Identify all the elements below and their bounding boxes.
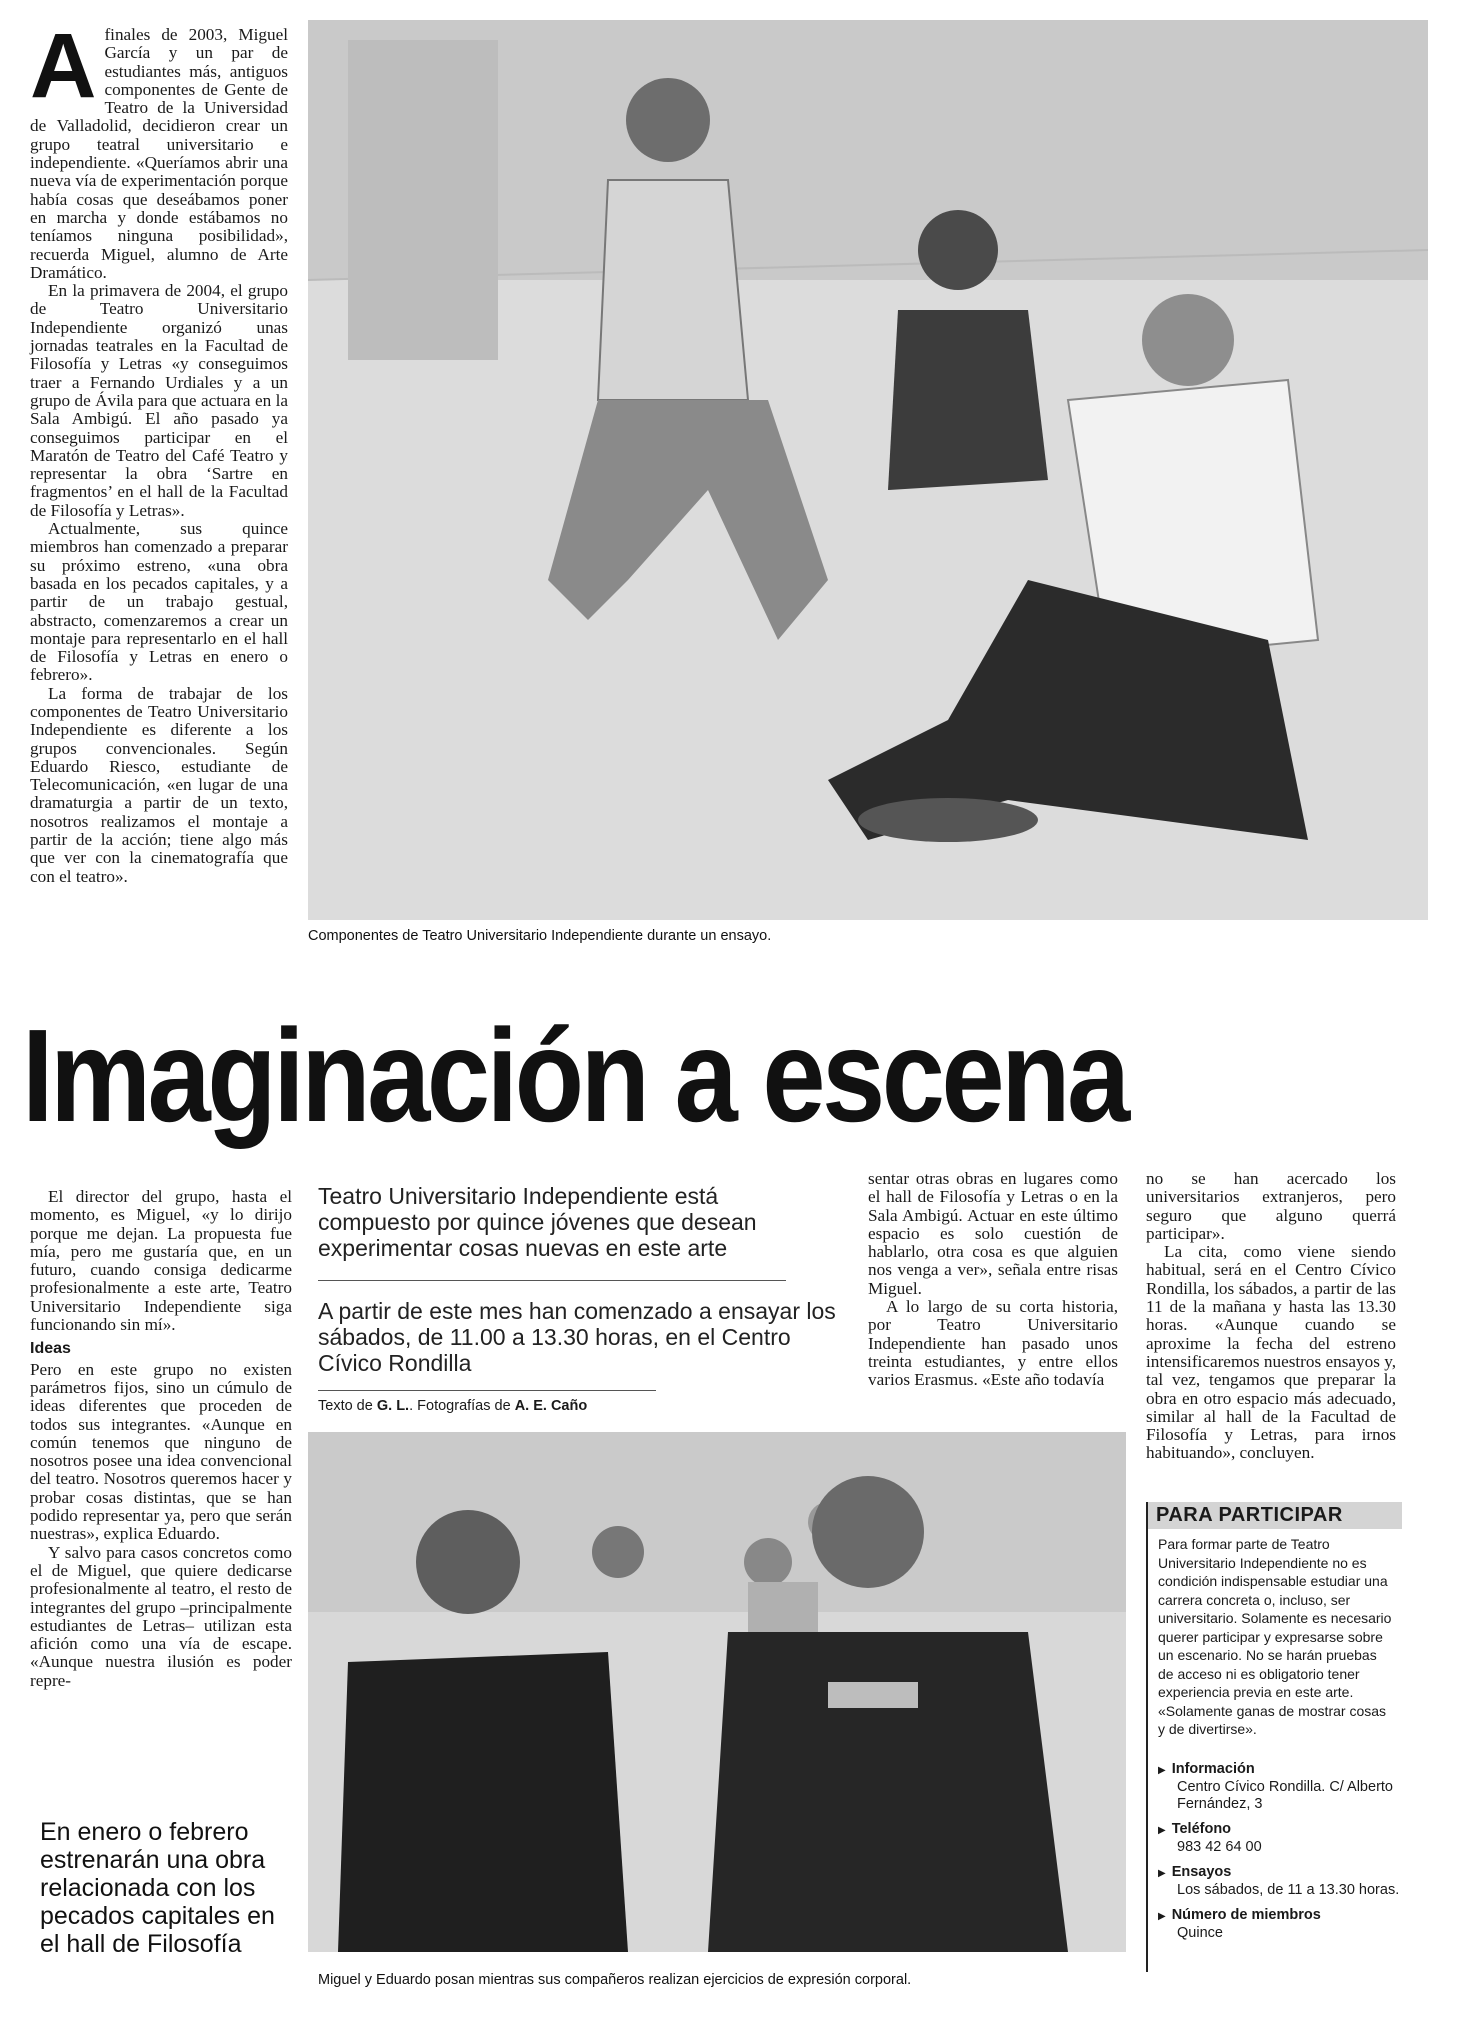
credits-photo-label: Fotografías de: [417, 1398, 511, 1414]
deck-2: A partir de este mes han comenzado a ensayar los sábados, de 11.00 a 13.30 horas, en el Centro Cívico Rondilla: [318, 1298, 836, 1376]
deck-1: Teatro Universitario Independiente está compuesto por quince jóvenes que desean experimentar cosas nuevas en este arte: [318, 1183, 757, 1261]
info-value-information: Centro Cívico Rondilla. C/ Alberto Fernández, 3: [1177, 1778, 1393, 1812]
top-paragraph-1: finales de 2003, Miguel García y un par de estudiantes más, antiguos componentes de Gente de Teatro de la Universidad de Valladolid, decidieron crear un grupo teatral universitario e independiente. «Queríamos abrir una nueva vía de experimentación porque había cosas que deseábamos poner en marcha y donde estábamos no teníamos ninguna posibilidad», recuerda Miguel, alumno de Arte Dramático.: [30, 25, 288, 282]
top-paragraph-3: Actualmente, sus quince miembros han comenzado a preparar su próximo estreno, «una obra basada en los pecados capitales, y a partir de un trabajo gestual, abstracto, comenzaremos a crear un montaje para representarlo en el hall de Filosofía y Letras en enero o febrero».: [30, 519, 288, 685]
col1-paragraph-1: El director del grupo, hasta el momento, es Miguel, «y lo dirijo porque me dejan. La propuesta fue mía, pero me gustaría que, en un futuro, cuando consiga dedicarme profesionalmente a este arte, Teatro Universitario Independiente siga funcionando sin mí».: [30, 1187, 292, 1335]
credits-text-label: Texto de: [318, 1398, 373, 1414]
info-item-members: [1148, 1907, 1402, 1942]
top-paragraph-2: En la primavera de 2004, el grupo de Teatro Universitario Independiente organizó unas jornadas teatrales en la Facultad de Filosofía y Letras «y conseguimos traer a Fernando Urdiales y a un grupo de Ávila para que actuara en la Sala Ambigú. El año pasado ya conseguimos participar en el Maratón de Teatro del Café Teatro y representar la obra ‘Sartre en fragmentos’ en el hall de la Facultad de Filosofía y Letras».: [30, 281, 288, 520]
credits-divider: [318, 1390, 656, 1391]
col3-paragraph-1: sentar otras obras en lugares como el hall de Filosofía y Letras o en la Sala Ambigú. Actuar en este último espacio es solo cuestión de hablarlo, otra cosa es que alguien nos venga a ver», señala entre risas Miguel.: [868, 1169, 1118, 1298]
col1-paragraph-2: Pero en este grupo no existen parámetros fijos, sino un cúmulo de ideas diferentes que proceden de todos sus integrantes. «Aunque en común tenemos que ninguno de nosotros posee una idea convencional del teatro. Nosotros queremos hacer y probar cosas distintas, que se han podido representar ya, pero que serán nuestras», explica Eduardo.: [30, 1359, 292, 1544]
photo1-caption: Componentes de Teatro Universitario Independiente durante un ensayo.: [308, 928, 772, 944]
portrait-photo: [308, 1432, 1126, 1952]
participate-box-text: Para formar parte de Teatro Universitario Independiente no es condición indispensable estudiar una carrera concreta o, incluso, ser universitario. Solamente es necesario querer participar y expresarse sobre un escenario. No se harán pruebas de acceso ni es obligatorio tener experiencia previa en este arte. «Solamente ganas de mostrar cosas y de divertirse».: [1158, 1536, 1392, 1737]
credits-author: G. L.: [376, 1398, 410, 1414]
info-item-phone: [1148, 1821, 1402, 1856]
drop-cap: A: [30, 15, 97, 117]
info-value-rehearsals: Los sábados, de 11 a 13.30 horas.: [1177, 1881, 1400, 1898]
col4-paragraph-1: no se han acercado los universitarios extranjeros, pero seguro que alguno querrá participar».: [1146, 1169, 1396, 1243]
photo2-caption: Miguel y Eduardo posan mientras sus compañeros realizan ejercicios de expresión corporal.: [318, 1972, 912, 1988]
info-value-phone: 983 42 64 00: [1177, 1838, 1262, 1855]
headline: Imaginación a escena: [22, 1002, 1127, 1149]
participate-box: [1146, 1502, 1402, 1972]
col3-paragraph-2: A lo largo de su corta historia, por Teatro Universitario Independiente han pasado unos treinta estudiantes, y entre ellos varios Erasmus. «Este año todavía: [868, 1297, 1118, 1390]
participate-box-title: PARA PARTICIPAR: [1148, 1502, 1402, 1529]
rehearsal-photo: [308, 20, 1428, 920]
col1: [30, 1188, 292, 1690]
info-value-members: Quince: [1177, 1924, 1223, 1941]
top-article-column: [30, 15, 288, 886]
pull-quote: En enero o febrero estrenarán una obra relacionada con los pecados capitales en el hall de Filosofía: [40, 1818, 275, 1958]
info-label-phone: ▶ Teléfono: [1158, 1821, 1402, 1839]
info-label-members: ▶ Número de miembros: [1158, 1907, 1402, 1925]
info-item-rehearsals: [1148, 1864, 1402, 1899]
credits-photographer: A. E. Caño: [514, 1398, 588, 1414]
col4: [1146, 1170, 1396, 1463]
info-label-information: ▶ Información: [1158, 1761, 1402, 1779]
info-label-rehearsals: ▶ Ensayos: [1158, 1864, 1402, 1882]
info-item-information: [1148, 1761, 1402, 1813]
top-paragraph-4: La forma de trabajar de los componentes de Teatro Universitario Independiente es diferente a los grupos convencionales. Según Eduardo Riesco, estudiante de Telecomunicación, «en lugar de una dramaturgia a partir de un texto, nosotros realizamos el montaje a partir de la acción; tiene algo más que ver con la cinematografía que con el teatro».: [30, 683, 288, 886]
col4-paragraph-2: La cita, como viene siendo habitual, será en el Centro Cívico Rondilla, los sábados, a partir de las 11 de la mañana y hasta las 13.30 horas. «Aunque cuando se aproxime la fecha del estreno intensificaremos nuestros ensayos y, tal vez, tengamos que preparar la obra en otro espacio más adecuado, similar al hall de la Facultad de Filosofía y Letras, para irnos habituando», concluyen.: [1146, 1242, 1396, 1463]
col1-paragraph-3: Y salvo para casos concretos como el de Miguel, que quiere dedicarse profesionalmente al teatro, el resto de integrantes del grupo –principalmente estudiantes de Letras– utilizan esta afición como una vía de escape. «Aunque nuestra ilusión es poder repre-: [30, 1542, 292, 1690]
ideas-subhead: Ideas: [30, 1340, 71, 1358]
deck-divider: [318, 1280, 786, 1281]
col3: [868, 1170, 1118, 1390]
credits: Texto de G. L.. Fotografías de A. E. Caño: [318, 1398, 588, 1414]
